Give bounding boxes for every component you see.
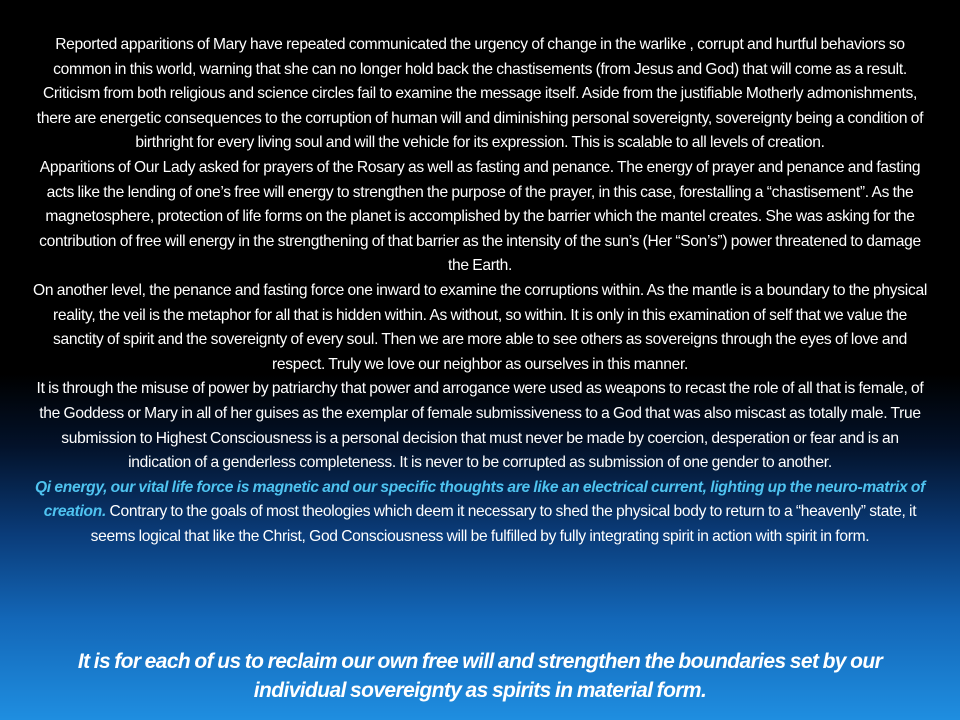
body-text (30, 33, 930, 549)
paragraph-penance: On another level, the penance and fasting force one inward to examine the corruptions within. As the mantle is a boundary to the physical reality, the veil is the metaphor for all that is hidden within. As without, so within. It is only in this examination of self that we value the sanctity of spirit and the sovereignty of every soul. Then we are more able to see others as sovereigns through the eyes of love and respect. Truly we love our neighbor as ourselves in this manner. (33, 281, 927, 373)
paragraph-apparitions: Reported apparitions of Mary have repeated communicated the urgency of change in the warlike , corrupt and hurtful behaviors so common in this world, warning that she can no longer hold back the chastisements (from Jesus and God) that will come as a result. Criticism from both religious and science circles fail to examine the message itself. Aside from the justifiable Motherly admonishments, there are energetic consequences to the corruption of human will and diminishing personal sovereignty, sovereignty being a condition of birthright for every living soul and will the vehicle for its expression. This is scalable to all levels of creation. (36, 36, 924, 152)
paragraph-patriarchy: It is through the misuse of power by patriarchy that power and arrogance were used as weapons to recast the role of all that is female, of the Goddess or Mary in all of her guises as the exemplar of female submissiveness to a God that was also miscast as totally male. True submission to Highest Consciousness is a personal decision that must never be made by coercion, desperation or fear and is an indication of a genderless completeness. It is never to be corrupted as submission of one gender to another. (36, 380, 924, 472)
paragraph-rosary: Apparitions of Our Lady asked for prayers of the Rosary as well as fasting and penance. The energy of prayer and penance and fasting acts like the lending of one’s free will energy to strengthen the purpose of the prayer, in this case, forestalling a “chastisement”. As the magnetosphere, protection of life forms on the planet is accomplished by the barrier which the mantel creates. She was asking for the contribution of free will energy in the strengthening of that barrier as the intensity of the sun’s (Her “Son’s”) power threatened to damage the Earth. (39, 158, 921, 275)
qi-rest: Contrary to the goals of most theologies which deem it necessary to shed the physical body to return to a “heavenly” state, it seems logical that like the Christ, God Consciousness will be fulfilled by fully integrating spirit in action with spirit in form. (90, 503, 917, 545)
closing-statement: It is for each of us to reclaim our own free will and strengthen the boundaries set by our individual sovereignty as spirits in material form. (77, 650, 883, 702)
qi-highlight: Qi energy, our vital life force is magnetic and our specific thoughts are like an electrical current, lighting up the neuro-matrix of creation. (34, 478, 926, 521)
paragraph-qi (30, 476, 930, 550)
